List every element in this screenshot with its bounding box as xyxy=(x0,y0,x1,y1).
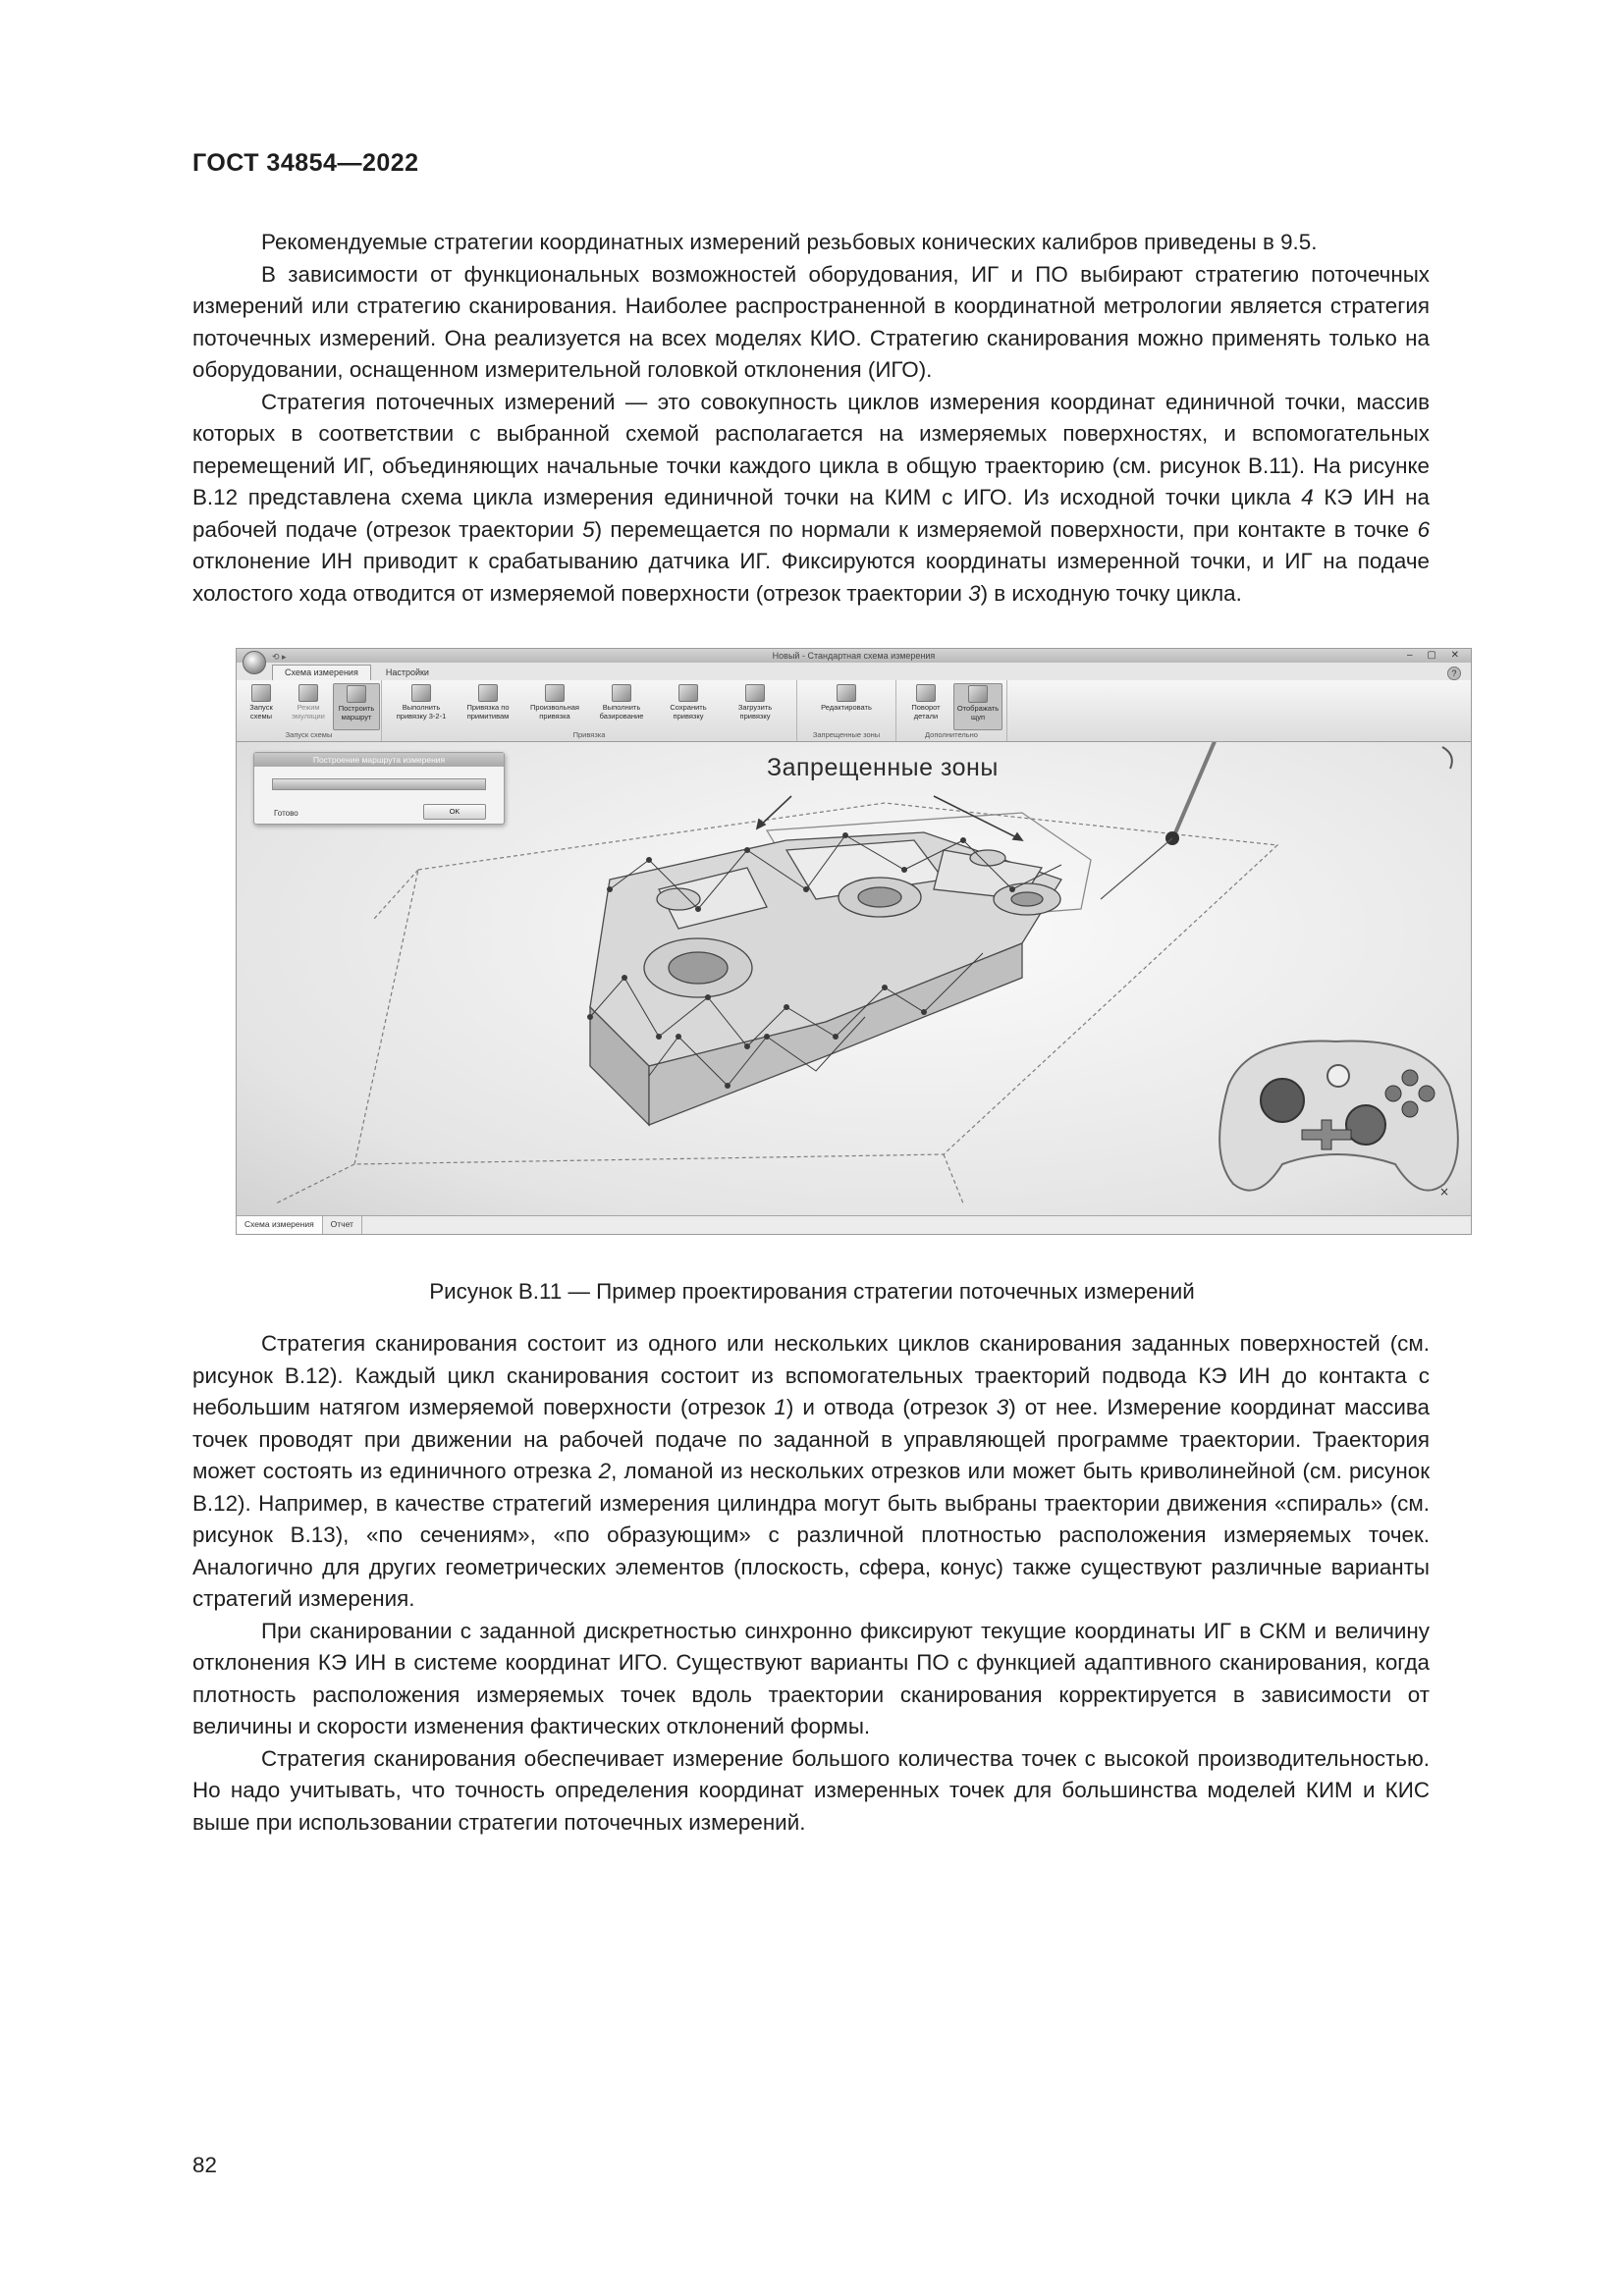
window-controls[interactable]: – ▢ ✕ xyxy=(1407,650,1465,661)
body-text-bottom xyxy=(192,1328,1430,1839)
emulation-mode-button[interactable]: Режим эмуляции xyxy=(286,683,331,728)
tab-settings[interactable]: Настройки xyxy=(385,667,429,677)
paragraph: Стратегия сканирования состоит из одного или нескольких циклов сканирования заданных поверхностей (см. рисунок В.12). Каждый цикл сканирования состоит из вспомогательных траекторий подвода КЭ ИН до контакта с небольшим натягом измеряемой поверхности (отрезок 1) и отвода (отрезок 3) от нее. Измерение координат массива точек проводят при движении на рабочей подаче по заданной в управляющей программе траектории. Траектория может состоять из единичного отрезка 2, ломаной из нескольких отрезков или может быть криволинейной (см. рисунок В.12). Например, в качестве стратегий измерения цилиндра могут быть выбраны траектории движения «спираль» (см. рисунок В.13), «по сечениям», «по образующим» с различной плотностью расположения измеряемых точек. Аналогично для других геометрических элементов (плоскость, сфера, конус) также существуют различные варианты стратегий измерения. xyxy=(192,1331,1430,1611)
tab-report[interactable]: Отчет xyxy=(323,1216,362,1235)
ribbon-toolbar xyxy=(237,680,1471,742)
group-label: Дополнительно xyxy=(925,730,978,739)
load-binding-button[interactable]: Загрузить привязку xyxy=(726,683,785,728)
ribbon-group-launch xyxy=(237,680,382,741)
svg-text:×: × xyxy=(1439,1185,1450,1199)
paragraph: В зависимости от функциональных возможностей оборудования, ИГ и ПО выбирают стратегию поточечных измерений или стратегию сканирования. Наиболее распространенной в координатной метрологии является стратегия поточечных измерений. Она реализуется на всех моделях КИО. Стратегию сканирования можно применять только на оборудовании, оснащенном измерительной головкой отклонения (ИГО). xyxy=(192,261,1430,382)
paragraph: Рекомендуемые стратегии координатных измерений резьбовых конических калибров приведены в 9.5. xyxy=(261,230,1318,254)
group-label: Запуск схемы xyxy=(285,730,333,739)
app-menu-button[interactable] xyxy=(243,651,266,674)
save-binding-button[interactable]: Сохранить привязку xyxy=(659,683,718,728)
route-progress-bar xyxy=(272,778,486,790)
figure-screenshot xyxy=(236,648,1472,1235)
edit-zones-button[interactable]: Редактировать xyxy=(809,683,884,728)
help-icon[interactable]: ? xyxy=(1447,667,1461,680)
dialog-title: Построение маршрута измерения xyxy=(254,753,504,767)
ribbon-tabs xyxy=(272,665,442,680)
ribbon-group-extra xyxy=(896,680,1007,741)
window-titlebar xyxy=(237,649,1471,663)
build-route-button[interactable]: Построить маршрут xyxy=(333,683,380,730)
arbitrary-binding-button[interactable]: Произвольная привязка xyxy=(525,683,584,728)
launch-scheme-button[interactable]: Запуск схемы xyxy=(239,683,284,728)
arbitrary-icon xyxy=(545,684,565,702)
paragraph: Стратегия поточечных измерений — это совокупность циклов измерения координат единичной точки, массив которых в соответствии с выбранной схемой располагается на измеряемых поверхностях, и вспомогательных перемещений ИГ, объединяющих начальные точки каждого цикла в общую траекторию (см. рисунок В.11). На рисунке В.12 представлена схема цикла измерения единичной точки на КИМ с ИГО. Из исходной точки цикла 4 КЭ ИН на рабочей подаче (отрезок траектории 5) перемещается по нормали к измеряемой поверхности, при контакте в точке 6 отклонение ИН приводит к срабатыванию датчика ИГ. Фиксируются координаты измеренной точки, и ИГ на подаче холостого хода отводится от измеряемой поверхности (отрезок траектории 3) в исходную точку цикла. xyxy=(192,389,1431,606)
page-number: 82 xyxy=(192,2153,217,2177)
route-icon xyxy=(347,685,366,703)
basing-button[interactable]: Выполнить базирование xyxy=(592,683,651,728)
rotate-part-button[interactable]: Поворот детали xyxy=(902,683,949,728)
ribbon-group-binding xyxy=(382,680,797,741)
paragraph: Стратегия сканирования обеспечивает измерение большого количества точек с высокой производительностью. Но надо учитывать, что точность определения координат измеренных точек для большинства моделей КИМ и КИС выше при использовании стратегии поточечных измерений. xyxy=(192,1745,1430,1835)
probe-icon xyxy=(968,685,988,703)
progress-fill xyxy=(273,779,485,789)
gamepad-icon xyxy=(1209,1027,1469,1203)
rotate-icon xyxy=(916,684,936,702)
save-icon xyxy=(678,684,698,702)
quick-access-toolbar[interactable]: ⟲ ▸ xyxy=(272,652,287,662)
emulation-icon xyxy=(298,684,318,702)
window-title: Новый - Стандартная схема измерения xyxy=(772,651,936,661)
3d-viewport[interactable] xyxy=(237,742,1471,1215)
bottom-tabs xyxy=(237,1215,1471,1235)
primitives-icon xyxy=(478,684,498,702)
figure-caption: Рисунок В.11 — Пример проектирования стратегии поточечных измерений xyxy=(429,1279,1195,1304)
group-label: Привязка xyxy=(572,730,606,739)
route-progress-dialog xyxy=(253,752,505,825)
ok-button[interactable]: OK xyxy=(423,804,486,820)
forbidden-zones-label: Запрещенные зоны xyxy=(767,754,999,781)
group-label: Запрещенные зоны xyxy=(812,730,881,739)
paragraph: При сканировании с заданной дискретностью синхронно фиксируют текущие координаты ИГ в СКМ и величину отклонения КЭ ИН в системе координат ИГО. Существуют варианты ПО с функцией адаптивного сканирования, когда плотность расположения измеряемых точек вдоль траектории сканирования корректируется в зависимости от величины и скорости изменения фактических отклонений формы. xyxy=(192,1618,1430,1738)
basing-icon xyxy=(612,684,631,702)
binding-icon xyxy=(411,684,431,702)
play-icon xyxy=(251,684,271,702)
binding-primitives-button[interactable]: Привязка по примитивам xyxy=(459,683,517,728)
dialog-status: Готово xyxy=(274,809,298,818)
tab-scheme[interactable]: Схема измерения xyxy=(237,1216,323,1235)
show-probe-button[interactable]: Отображать щуп xyxy=(953,683,1002,730)
edit-icon xyxy=(837,684,856,702)
body-text-top xyxy=(192,227,1430,610)
binding-321-button[interactable]: Выполнить привязку 3-2-1 xyxy=(392,683,451,728)
ribbon-group-zones xyxy=(797,680,896,741)
document-header: ГОСТ 34854—2022 xyxy=(192,149,419,177)
tab-measurement-scheme[interactable]: Схема измерения xyxy=(272,665,371,680)
load-icon xyxy=(745,684,765,702)
